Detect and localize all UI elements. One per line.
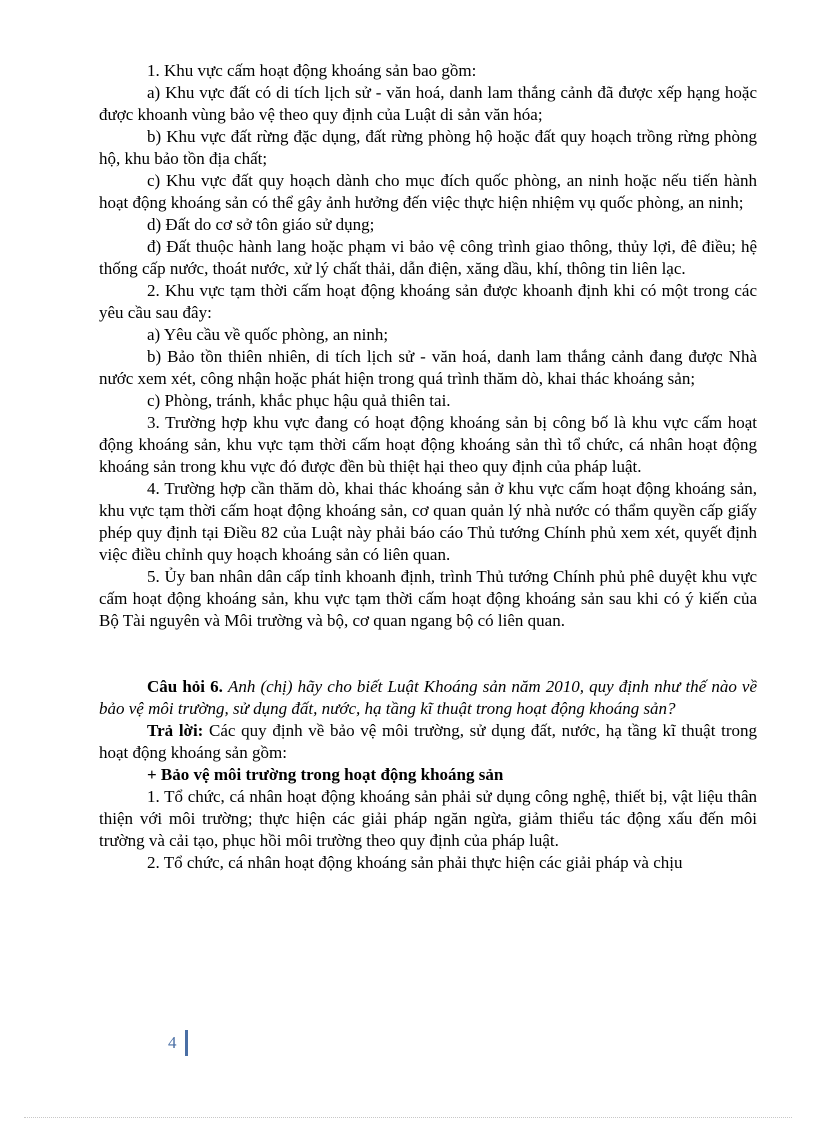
paragraph-1: 1. Khu vực cấm hoạt động khoáng sản bao gồm: <box>147 61 477 80</box>
section-gap <box>99 632 757 676</box>
answer-paragraph <box>99 720 757 764</box>
page-number-bar <box>185 1030 188 1056</box>
section-heading: + Bảo vệ môi trường trong hoạt động khoáng sản <box>147 765 504 784</box>
paragraph-4: 4. Trường hợp cần thăm dò, khai thác khoáng sản ở khu vực cấm hoạt động khoáng sản, khu vực tạm thời cấm hoạt động khoáng sản, cơ quan quản lý nhà nước có thẩm quyền cấp giấy phép quy định tại Điều 82 của Luật này phải báo cáo Thủ tướng Chính phủ xem xét, quyết định việc điều chỉnh quy hoạch khoáng sản có liên quan. <box>99 479 757 564</box>
paragraph-5: 5. Ủy ban nhân dân cấp tỉnh khoanh định, trình Thủ tướng Chính phủ phê duyệt khu vực cấm hoạt động khoáng sản, khu vực tạm thời cấm hoạt động khoáng sản sau khi có ý kiến của Bộ Tài nguyên và Môi trường và bộ, cơ quan ngang bộ có liên quan. <box>99 567 757 630</box>
paragraph-1c: c) Khu vực đất quy hoạch dành cho mục đích quốc phòng, an ninh hoặc nếu tiến hành hoạt động khoáng sản có thể gây ảnh hưởng đến việc thực hiện nhiệm vụ quốc phòng, an ninh; <box>99 171 757 212</box>
paragraph-env-1: 1. Tổ chức, cá nhân hoạt động khoáng sản phải sử dụng công nghệ, thiết bị, vật liệu thân thiện với môi trường; thực hiện các giải pháp ngăn ngừa, giảm thiểu tác động xấu đến môi trường và cải tạo, phục hồi môi trường theo quy định của pháp luật. <box>99 787 757 850</box>
question-text: Anh (chị) hãy cho biết Luật Khoáng sản năm 2010, quy định như thế nào về bảo vệ môi trường, sử dụng đất, nước, hạ tầng kĩ thuật trong hoạt động khoáng sản? <box>99 677 758 718</box>
paragraph-1d: d) Đất do cơ sở tôn giáo sử dụng; <box>147 215 375 234</box>
paragraph-1a: a) Khu vực đất có di tích lịch sử - văn hoá, danh lam thắng cảnh đã được xếp hạng hoặc được khoanh vùng bảo vệ theo quy định của Luật di sản văn hóa; <box>99 83 757 124</box>
answer-text: Các quy định về bảo vệ môi trường, sử dụng đất, nước, hạ tầng kĩ thuật trong hoạt động khoáng sản gồm: <box>99 721 757 762</box>
paragraph-2b: b) Bảo tồn thiên nhiên, di tích lịch sử - văn hoá, danh lam thắng cảnh đang được Nhà nước xem xét, công nhận hoặc phát hiện trong quá trình thăm dò, khai thác khoáng sản; <box>99 347 757 388</box>
paragraph-3: 3. Trường hợp khu vực đang có hoạt động khoáng sản bị công bố là khu vực cấm hoạt động khoáng sản, khu vực tạm thời cấm hoạt động khoáng sản thì tổ chức, cá nhân hoạt động khoáng sản trong khu vực đó được đền bù thiệt hại theo quy định của pháp luật. <box>99 413 757 476</box>
paragraph-2: 2. Khu vực tạm thời cấm hoạt động khoáng sản được khoanh định khi có một trong các yêu cầu sau đây: <box>99 281 757 322</box>
paragraph-1dd: đ) Đất thuộc hành lang hoặc phạm vi bảo vệ công trình giao thông, thủy lợi, đê điều; hệ thống cấp nước, thoát nước, xử lý chất thải, dẫn điện, xăng dầu, khí, thông tin liên lạc. <box>99 237 757 278</box>
document-body <box>99 60 757 874</box>
page-number-text: 4 <box>168 1033 177 1052</box>
page-bottom-divider <box>24 1117 792 1118</box>
question-paragraph <box>99 676 757 720</box>
question-label: Câu hỏi 6. <box>147 677 223 696</box>
answer-label: Trả lời: <box>147 721 204 740</box>
page-number <box>168 1030 188 1056</box>
paragraph-1b: b) Khu vực đất rừng đặc dụng, đất rừng phòng hộ hoặc đất quy hoạch trồng rừng phòng hộ, khu bảo tồn địa chất; <box>99 127 757 168</box>
paragraph-2c: c) Phòng, tránh, khắc phục hậu quả thiên tai. <box>147 391 451 410</box>
paragraph-env-2: 2. Tổ chức, cá nhân hoạt động khoáng sản phải thực hiện các giải pháp và chịu <box>147 853 683 872</box>
paragraph-2a: a) Yêu cầu về quốc phòng, an ninh; <box>147 325 389 344</box>
